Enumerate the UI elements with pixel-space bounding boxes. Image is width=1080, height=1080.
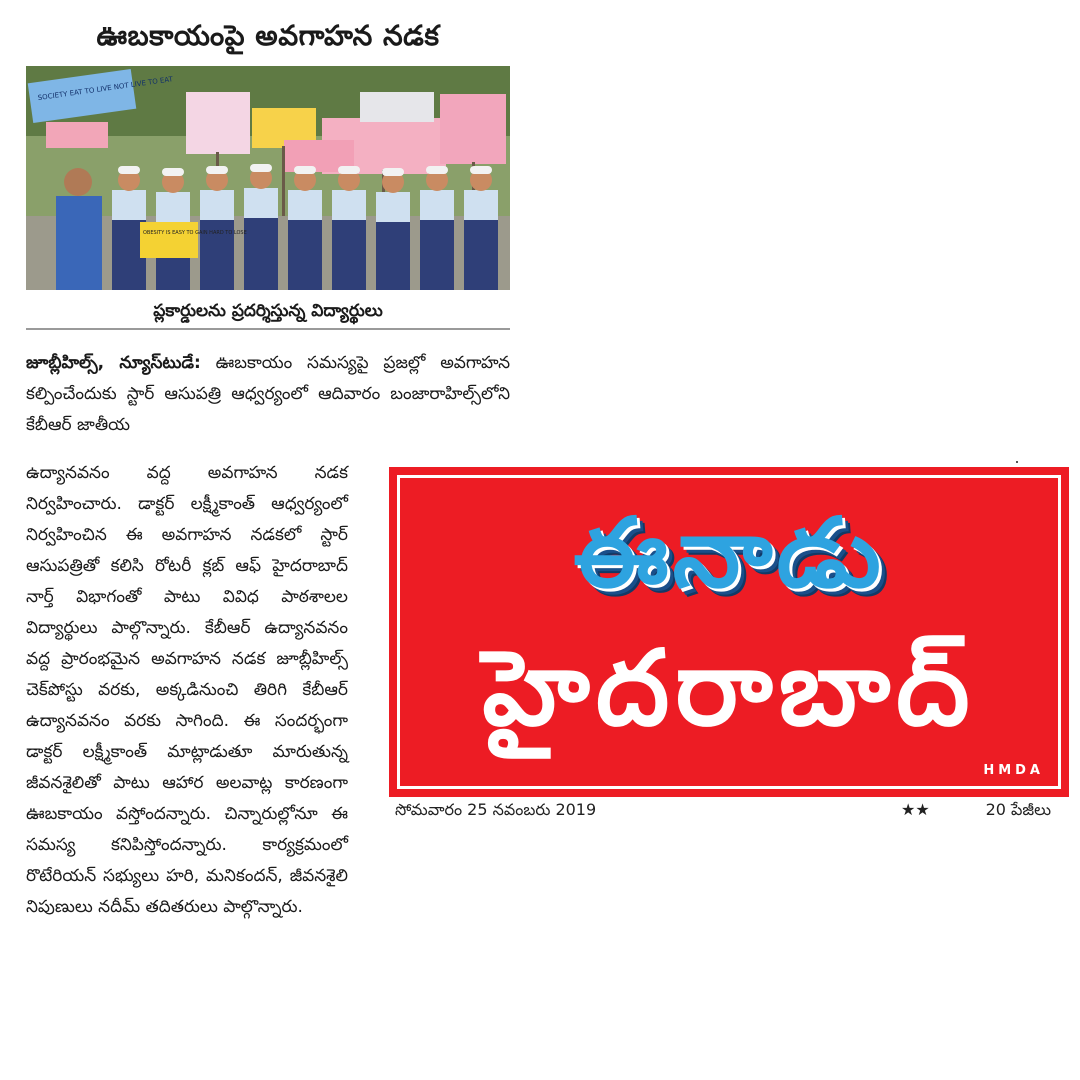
issue-date: సోమవారం 25 నవంబరు 2019 — [395, 800, 597, 819]
article-lead — [26, 348, 510, 441]
article-lead-text: ఊబకాయం సమస్యపై ప్రజల్లో అవగాహన కల్పించేందుకు స్టార్‌ ఆసుపత్రి ఆధ్వర్యంలో ఆదివారం బంజారాహిల్స్‌లోని కేబీఆర్‌ జాతీయ — [26, 353, 510, 435]
svg-text:OBESITY IS EASY TO GAIN HARD T: OBESITY IS EASY TO GAIN HARD TO LOSE — [143, 230, 247, 236]
svg-text:SOCIETY EAT TO LIVE NOT LIVE T: SOCIETY EAT TO LIVE NOT LIVE TO EAT — [37, 75, 174, 103]
photo-caption: ప్లకార్డులను ప్రదర్శిస్తున్న విద్యార్థులు — [26, 294, 510, 330]
print-mark — [1016, 461, 1018, 463]
masthead-border — [397, 475, 1061, 789]
news-photo — [26, 66, 510, 290]
students-with-placards-image — [26, 66, 510, 290]
masthead-city: హైదరాబాద్‌ — [482, 627, 976, 749]
masthead-hmda: HMDA — [983, 763, 1044, 778]
page-count: 20 పేజీలు — [985, 800, 1051, 819]
article-body: ఉద్యానవనం వద్ద అవగాహన నడక నిర్వహించారు. డాక్టర్‌ లక్ష్మీకాంత్‌ ఆధ్వర్యంలో నిర్వహించిన ఈ అవగాహన నడకలో స్టార్‌ ఆసుపత్రితో కలిసి రోటరీ క్లబ్‌ ఆఫ్‌ హైదరాబాద్‌ నార్త్‌ విభాగంతో పాటు వివిధ పాఠశాలల విద్యార్థులు పాల్గొన్నారు. కేబీఆర్‌ ఉద్యానవనం వద్ద ప్రారంభమైన అవగాహన నడక జూబ్లీహిల్స్‌ చెక్‌పోస్టు వరకు, అక్కడినుంచి తిరిగి కేబీఆర్‌ ఉద్యానవనం వరకు సాగింది. ఈ సందర్భంగా డాక్టర్‌ లక్ష్మీకాంత్‌ మాట్లాడుతూ మారుతున్న జీవనశైలితో పాటు ఆహార అలవాట్ల కారణంగా ఊబకాయం వస్తోందన్నారు. చిన్నారుల్లోనూ ఈ సమస్య కనిపిస్తోందన్నారు. కార్యక్రమంలో రొటేరియన్‌ సభ్యులు హరి, మనికందన్‌, జీవనశైలి నిపుణులు నదీమ్‌ తదితరులు పాల్గొన్నారు. — [26, 463, 348, 917]
eenadu-masthead — [389, 467, 1069, 797]
masthead-dateline — [389, 797, 1069, 823]
article-headline: ఊబకాయంపై అవగాహన నడక — [96, 19, 440, 52]
masthead-title: ఈనాడు — [573, 497, 885, 609]
edition-stars: ★★ — [901, 800, 930, 819]
article-dateline: జూబ్లీహిల్స్‌, న్యూస్‌టుడే: — [26, 353, 201, 373]
